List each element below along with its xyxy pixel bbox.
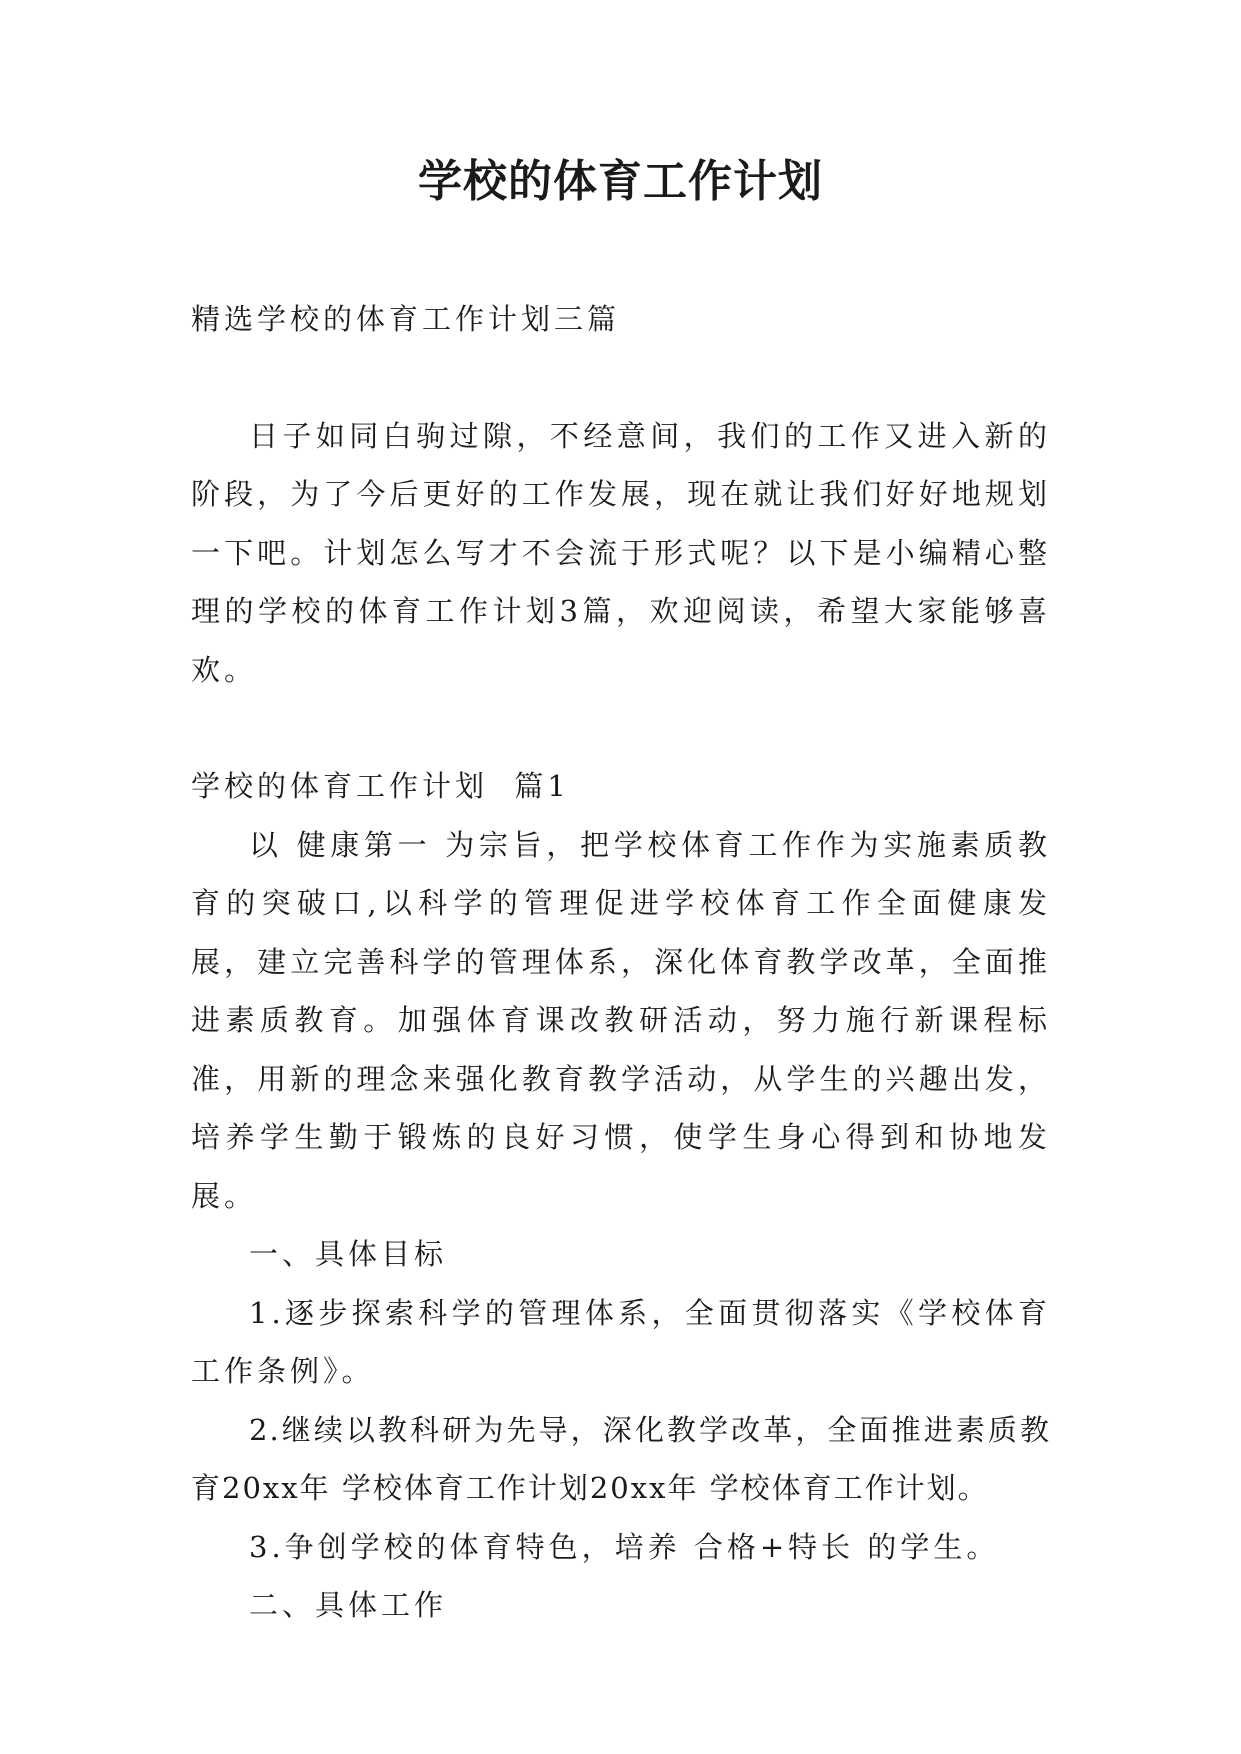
section-heading: 学校的体育工作计划 篇1	[191, 769, 570, 803]
heading-work: 二、具体工作	[249, 1588, 448, 1622]
intro-paragraph: 日子如同白驹过隙，不经意间，我们的工作又进入新的阶段，为了今后更好的工作发展，现在就让我们好好地规划一下吧。计划怎么写才不会流于形式呢？以下是小编精心整理的学校的体育工作计划3篇，欢迎阅读，希望大家能够喜欢。	[191, 418, 1051, 687]
goal-item-2: 2.继续以教科研为先导，深化教学改革，全面推进素质教育20xx年 学校体育工作计划20xx年 学校体育工作计划。	[191, 1412, 1051, 1505]
goal-item-1: 1.逐步探索科学的管理体系，全面贯彻落实《学校体育工作条例》。	[191, 1295, 1051, 1388]
heading-goals: 一、具体目标	[249, 1237, 448, 1271]
document-title: 学校的体育工作计划	[418, 156, 823, 207]
goal-item-3: 3.争创学校的体育特色，培养 合格+特长 的学生。	[249, 1529, 1000, 1564]
document-subtitle: 精选学校的体育工作计划三篇	[191, 302, 621, 336]
document-body	[191, 290, 1051, 1635]
section-paragraph: 以 健康第一 为宗旨，把学校体育工作作为实施素质教育的突破口,以科学的管理促进学校体育工作全面健康发展，建立完善科学的管理体系，深化体育教学改革，全面推进素质教育。加强体育课改教研活动，努力施行新课程标准，用新的理念来强化教育教学活动，从学生的兴趣出发，培养学生勤于锻炼的良好习惯，使学生身心得到和协地发展。	[191, 827, 1051, 1213]
